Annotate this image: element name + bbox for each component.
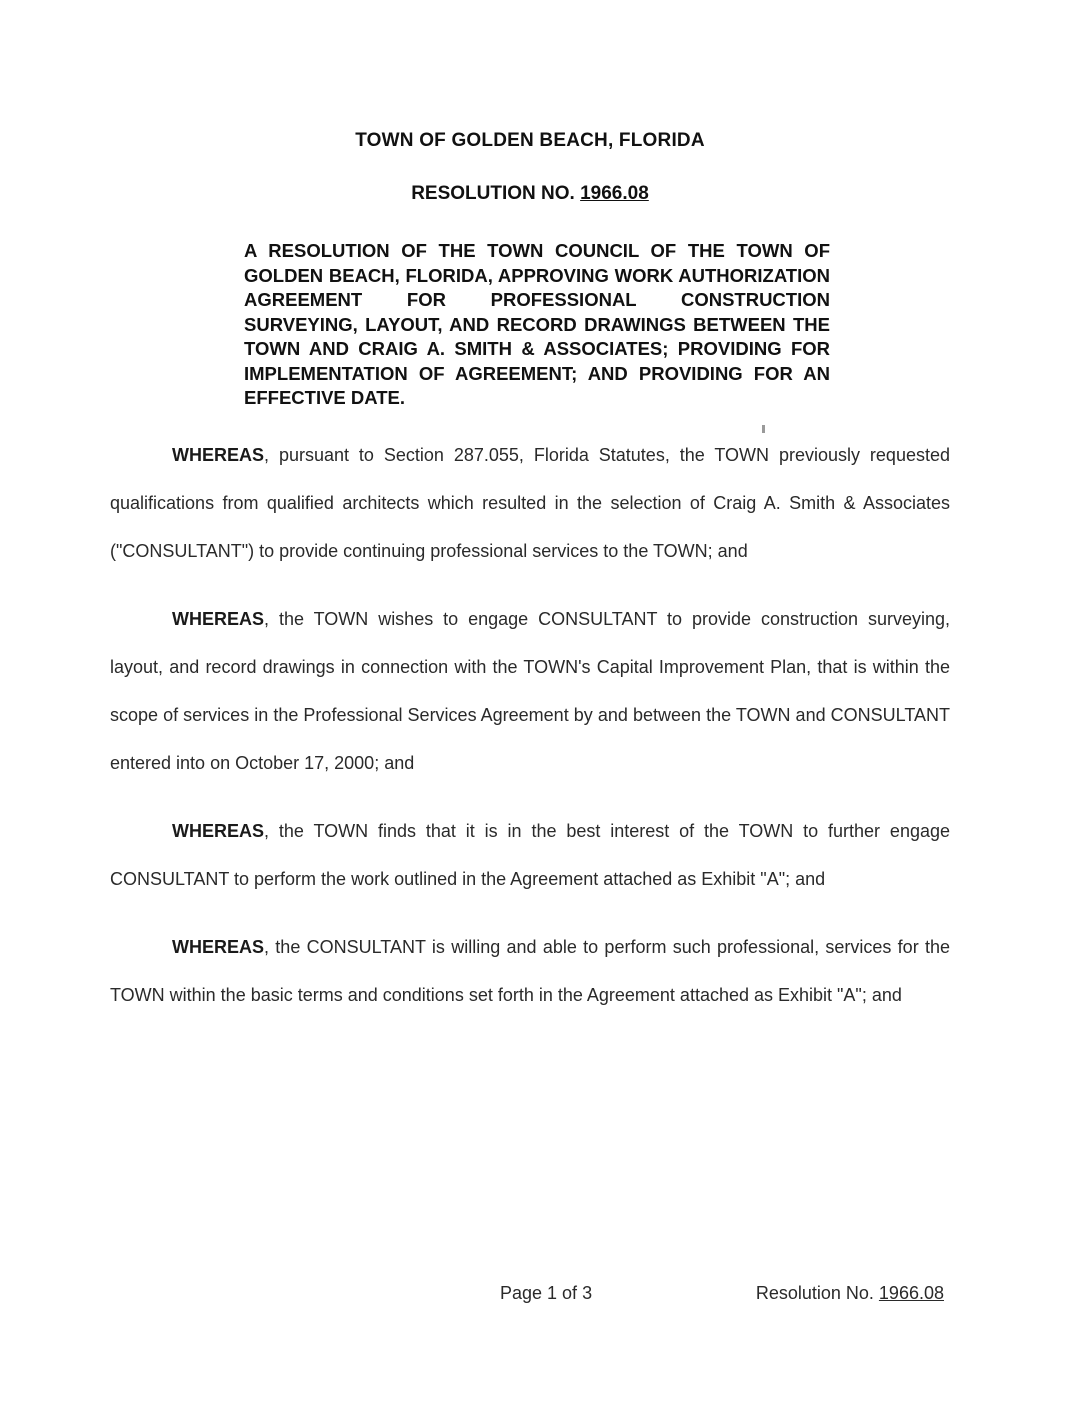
resolution-number-label: RESOLUTION NO. — [411, 183, 581, 204]
whereas-lead: WHEREAS — [172, 820, 265, 841]
whereas-paragraph-2 — [110, 595, 950, 787]
whereas-lead: WHEREAS — [172, 608, 265, 629]
whereas-text: , the CONSULTANT is willing and able to perform such professional, services for the TOWN within the basic terms and conditions set forth in the Agreement attached as Exhibit "A"; and — [110, 936, 950, 1005]
resolution-caption: A RESOLUTION OF THE TOWN COUNCIL OF THE TOWN OF GOLDEN BEACH, FLORIDA, APPROVING WORK AUTHORIZATION AGREEMENT FOR PROFESSIONAL CONSTRUCTION SURVEYING, LAYOUT, AND RECORD DRAWINGS BETWEEN THE TOWN AND CRAIG A. SMITH & ASSOCIATES; PROVIDING FOR IMPLEMENTATION OF AGREEMENT; AND PROVIDING FOR AN EFFECTIVE DATE. — [244, 240, 830, 408]
whereas-paragraph-1 — [110, 431, 950, 575]
page-title: TOWN OF GOLDEN BEACH, FLORIDA — [355, 130, 705, 151]
whereas-paragraph-4 — [110, 923, 950, 1019]
whereas-text: , the TOWN wishes to engage CONSULTANT to provide construction surveying, layout, and record drawings in connection with the TOWN's Capital Improvement Plan, that is within the scope of services in the Professional Services Agreement by and between the TOWN and CONSULTANT entered into on October 17, 2000; and — [110, 608, 950, 773]
document-body — [110, 130, 950, 1019]
whereas-lead: WHEREAS — [172, 444, 265, 465]
scan-artifact-mark — [762, 425, 765, 433]
resolution-number-heading — [110, 183, 950, 205]
page-number: Page 1 of 3 — [500, 1283, 593, 1303]
footer-resolution-value: 1966.08 — [878, 1283, 944, 1303]
resolution-number-value: 1966.08 — [580, 183, 649, 204]
whereas-lead: WHEREAS — [172, 936, 265, 957]
whereas-text: , pursuant to Section 287.055, Florida Statutes, the TOWN previously requested qualifications from qualified architects which resulted in the selection of Craig A. Smith & Associates ("CONSULTANT") to provide continuing professional services to the TOWN; and — [110, 444, 950, 561]
page-footer — [110, 1283, 950, 1304]
whereas-paragraph-3 — [110, 807, 950, 903]
footer-resolution-number — [756, 1283, 944, 1304]
whereas-text: , the TOWN finds that it is in the best interest of the TOWN to further engage CONSULTANT to perform the work outlined in the Agreement attached as Exhibit "A"; and — [110, 820, 950, 889]
footer-resolution-label: Resolution No. — [755, 1283, 879, 1303]
